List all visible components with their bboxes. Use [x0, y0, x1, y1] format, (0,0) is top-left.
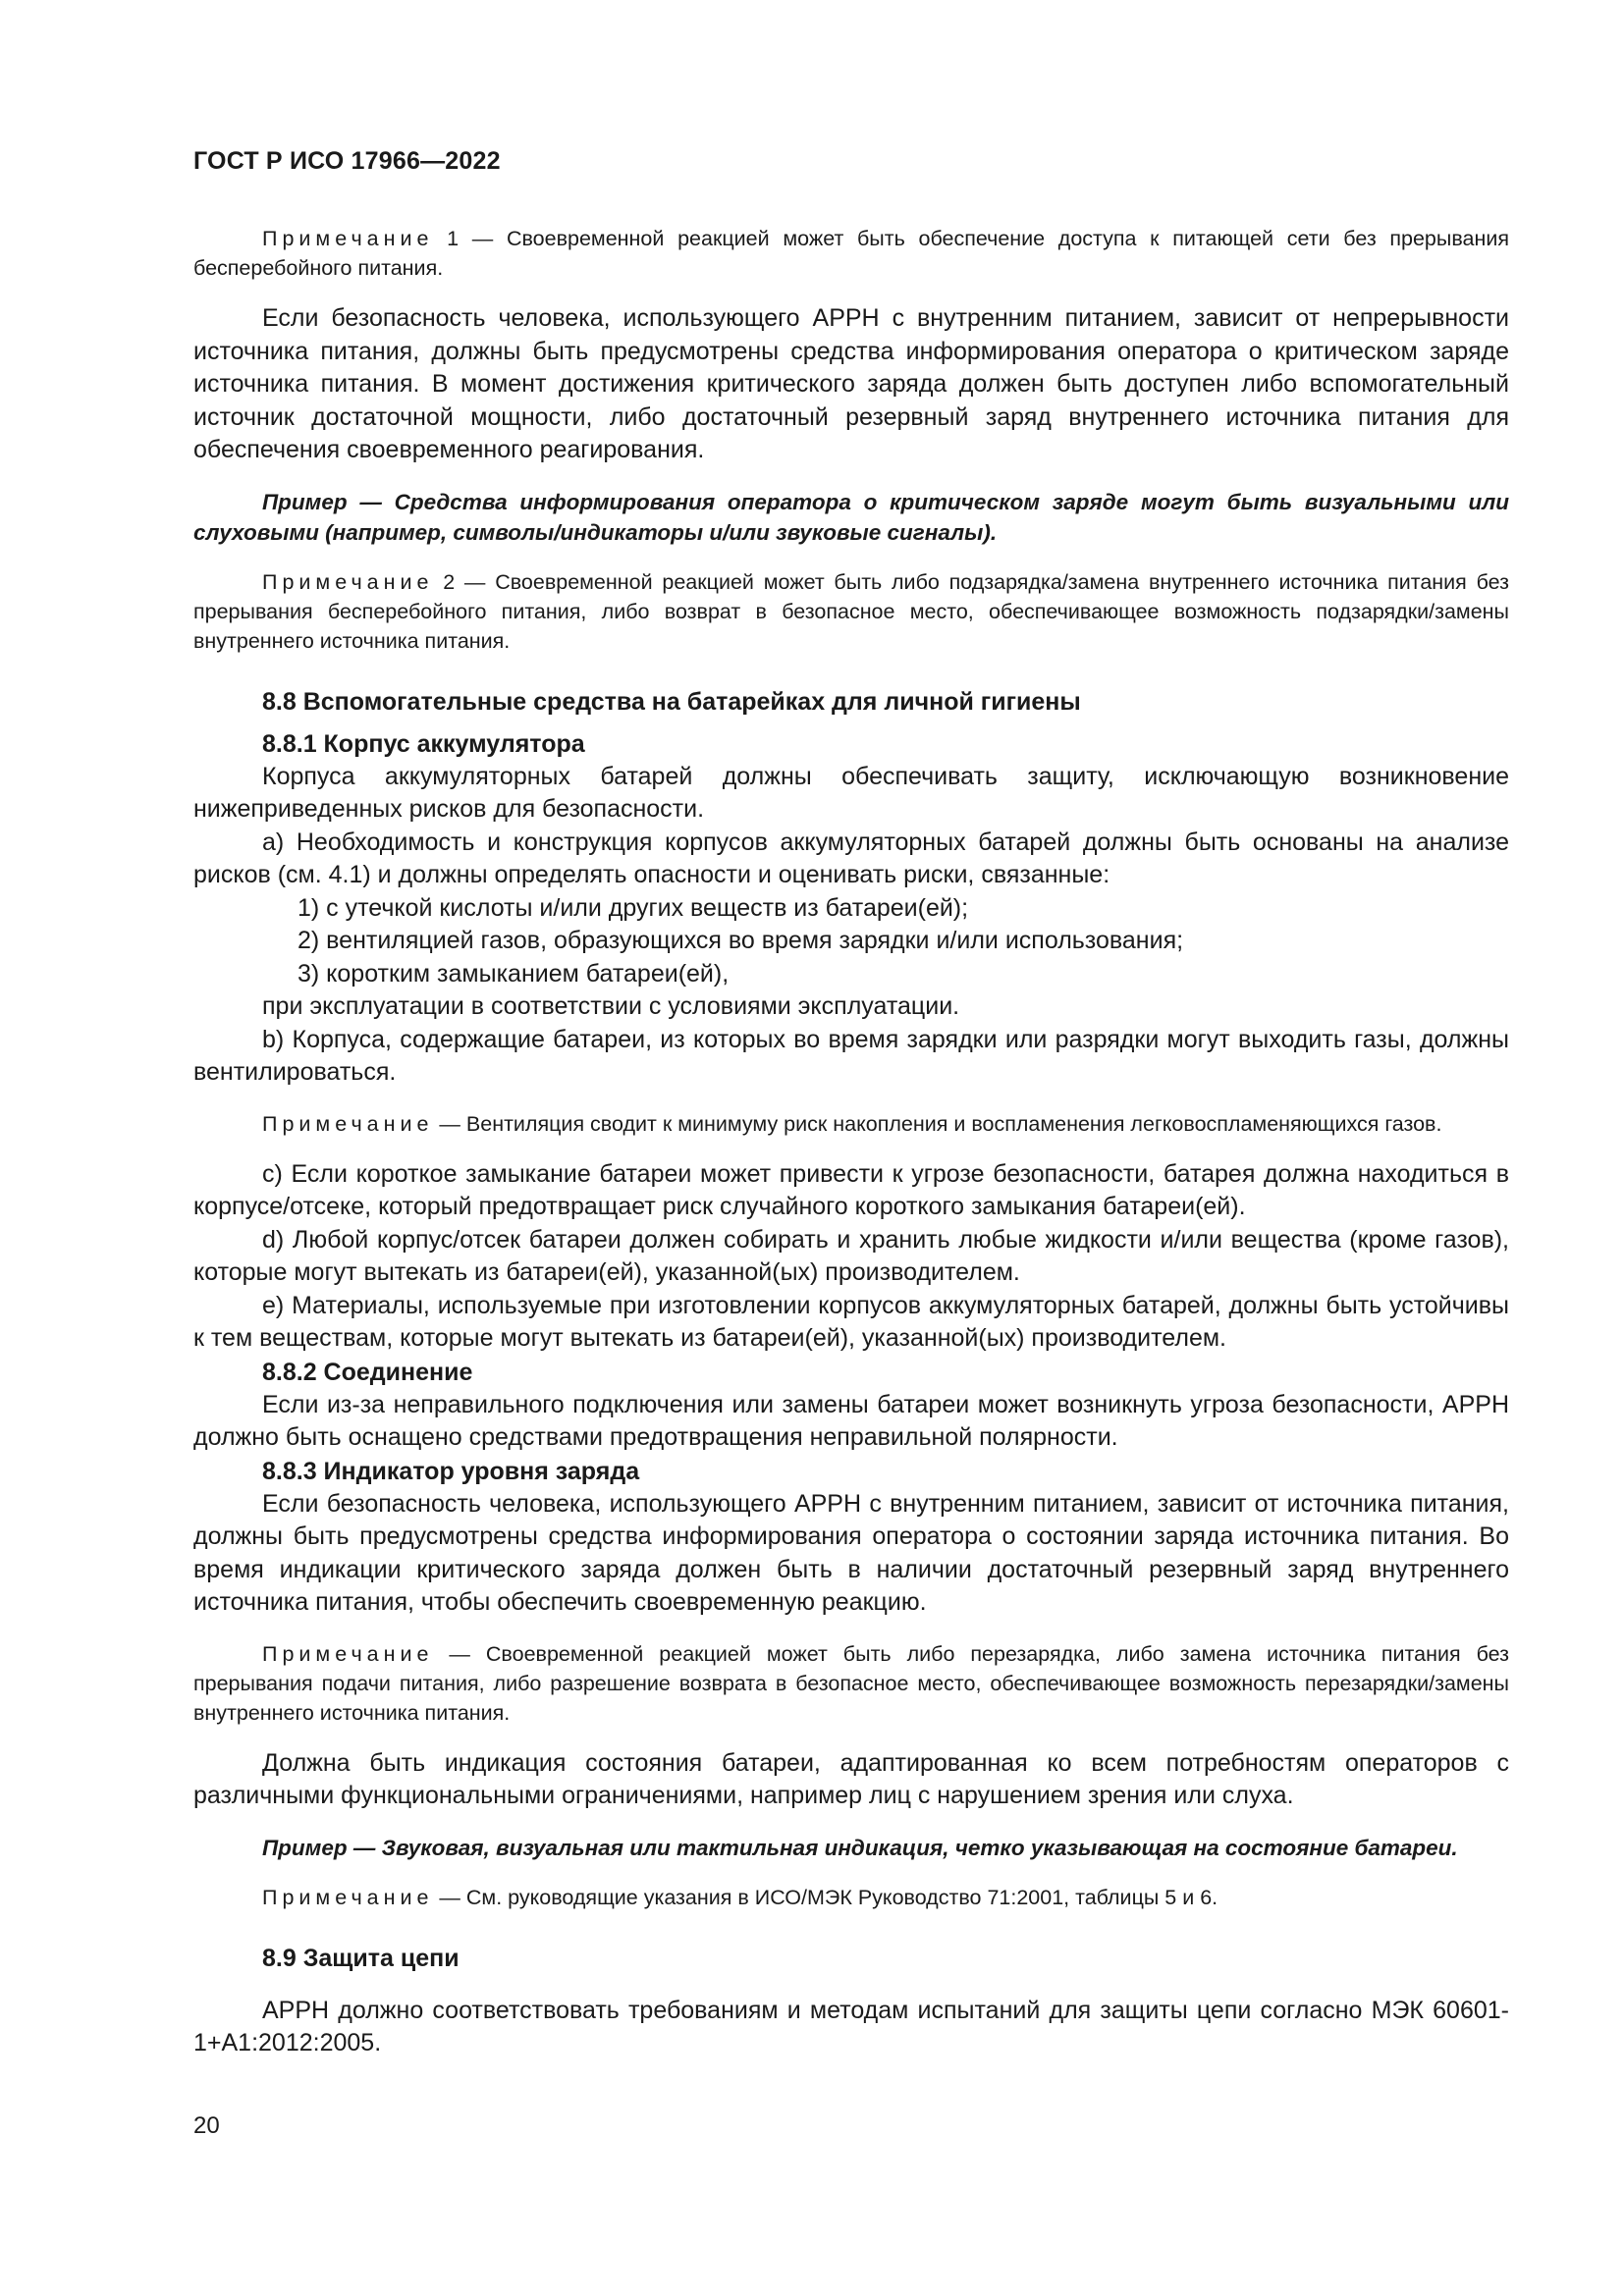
note-label: Примечание	[262, 1111, 434, 1136]
subsection-heading: 8.8.1 Корпус аккумулятора	[262, 729, 585, 758]
body-paragraph: Корпуса аккумуляторных батарей должны обеспечивать защиту, исключающую возникновение нижеприведенных рисков для безопасности.	[193, 762, 1509, 823]
note-paragraph	[193, 224, 1509, 283]
note-paragraph	[193, 567, 1509, 656]
subsection-heading: 8.8.2 Соединение	[262, 1358, 473, 1386]
body-paragraph: Если безопасность человека, использующего АРРН с внутренним питанием, зависит от непрерывности источника питания, должны быть предусмотрены средства информирования оператора о критическом заряде источника питания. В момент достижения критического заряда должен быть доступен либо вспомогательный источник достаточной мощности, либо достаточный резервный заряд внутреннего источника питания для обеспечения своевременного реагирования.	[193, 304, 1509, 463]
body-paragraph: a) Необходимость и конструкция корпусов аккумуляторных батарей должны быть основаны на анализе рисков (см. 4.1) и должны определять опасности и оценивать риски, связанные:	[193, 828, 1509, 888]
note-label: Примечание	[262, 1641, 434, 1666]
list-item: 2) вентиляцией газов, образующихся во время зарядки и/или использования;	[298, 927, 1184, 954]
subsection-heading: 8.8.3 Индикатор уровня заряда	[262, 1457, 640, 1485]
section-heading: 8.9 Защита цепи	[262, 1944, 460, 1972]
list-item: 3) коротким замыканием батареи(ей),	[298, 959, 730, 988]
body-paragraph: Если из-за неправильного подключения или замены батареи может возникнуть угроза безопасности, АРРН должно быть оснащено средствами предотвращения неправильной полярности.	[193, 1390, 1509, 1451]
section-heading: 8.8 Вспомогательные средства на батарейках для личной гигиены	[262, 687, 1081, 716]
note-text: 1 — Своевременной реакцией может быть обеспечение доступа к питающей сети без прерывания бесперебойного питания.	[193, 227, 1509, 280]
note-label: Примечание	[262, 227, 434, 250]
body-paragraph: d) Любой корпус/отсек батареи должен собирать и хранить любые жидкости и/или вещества (кроме газов), которые могут вытекать из батареи(ей), указанной(ых) производителем.	[193, 1225, 1509, 1286]
body-paragraph: при эксплуатации в соответствии с условиями эксплуатации.	[262, 992, 960, 1020]
note-label: Примечание	[262, 569, 434, 594]
body-paragraph: Должна быть индикация состояния батареи, адаптированная ко всем потребностям операторов с различными функциональными ограничениями, например лиц с нарушением зрения или слуха.	[193, 1748, 1509, 1809]
body-paragraph: c) Если короткое замыкание батареи может привести к угрозе безопасности, батарея должна находиться в корпусе/отсеке, который предотвращает риск случайного короткого замыкания батареи(ей).	[193, 1159, 1509, 1220]
note-text: — См. руководящие указания в ИСО/МЭК Руководство 71:2001, таблицы 5 и 6.	[433, 1885, 1218, 1909]
page-number: 20	[193, 2112, 220, 2139]
page-content	[193, 224, 1509, 2060]
example-paragraph: Пример — Средства информирования оператора о критическом заряде могут быть визуальными или слуховыми (например, символы/индикаторы и/или звуковые сигналы).	[193, 489, 1509, 545]
document-header: ГОСТ Р ИСО 17966—2022	[193, 147, 501, 175]
body-paragraph: e) Материалы, используемые при изготовлении корпусов аккумуляторных батарей, должны быть устойчивы к тем веществам, которые могут вытекать из батареи(ей), указанной(ых) производителем.	[193, 1291, 1509, 1352]
body-paragraph: b) Корпуса, содержащие батареи, из которых во время зарядки или разрядки могут выходить газы, должны вентилироваться.	[193, 1025, 1509, 1086]
note-text: — Своевременной реакцией может быть либо перезарядка, либо замена источника питания без прерывания подачи питания, либо разрешение возврата в безопасное место, обеспечивающее возможность перезарядки/замены внутреннего источника питания.	[193, 1641, 1509, 1725]
note-paragraph	[193, 1883, 1509, 1912]
note-paragraph	[193, 1639, 1509, 1728]
body-paragraph: Если безопасность человека, использующего АРРН с внутренним питанием, зависит от источника питания, должны быть предусмотрены средства информирования оператора о состоянии заряда источника питания. Во время индикации критического заряда должен быть в наличии достаточный резервный заряд внутреннего источника питания, чтобы обеспечить своевременную реакцию.	[193, 1489, 1509, 1616]
list-item: 1) с утечкой кислоты и/или других веществ из батареи(ей);	[298, 893, 969, 922]
note-label: Примечание	[262, 1885, 434, 1909]
note-paragraph	[193, 1109, 1509, 1139]
example-paragraph: Пример — Звуковая, визуальная или тактильная индикация, четко указывающая на состояние батареи.	[262, 1835, 1458, 1860]
body-paragraph: АРРН должно соответствовать требованиям и методам испытаний для защиты цепи согласно МЭК 60601-1+А1:2012:2005.	[193, 1996, 1509, 2056]
note-text: — Вентиляция сводит к минимуму риск накопления и воспламенения легковоспламеняющихся газов.	[433, 1111, 1442, 1136]
note-text: 2 — Своевременной реакцией может быть либо подзарядка/замена внутреннего источника питания без прерывания бесперебойного питания, либо возврат в безопасное место, обеспечивающее возможность подзарядки/замены внутреннего источника питания.	[193, 569, 1509, 653]
